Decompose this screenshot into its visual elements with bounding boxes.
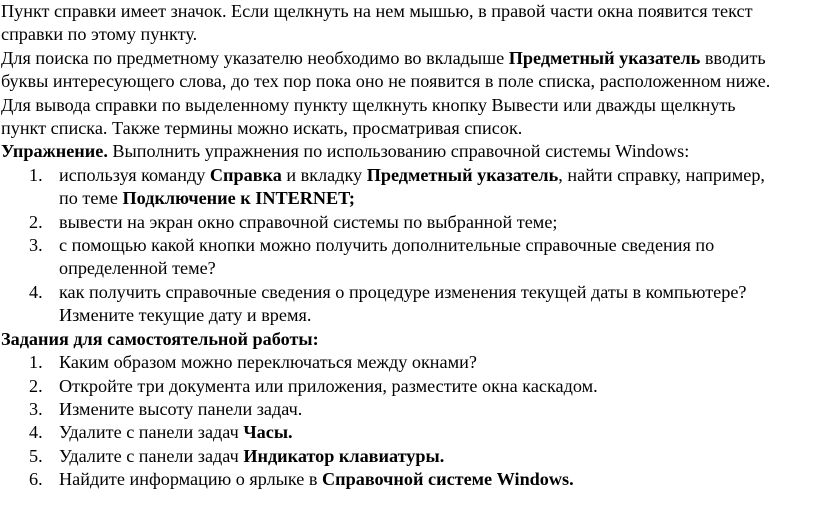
list-number: 2. bbox=[29, 211, 43, 232]
list-item bbox=[1, 468, 816, 491]
tasks-list bbox=[1, 351, 816, 491]
list-number: 1. bbox=[29, 352, 43, 373]
list-line: Каким образом можно переключаться между окнами? bbox=[59, 352, 477, 373]
list-item bbox=[1, 164, 816, 211]
tasks-heading-label: Задания для самостоятельной работы: bbox=[1, 328, 319, 349]
list-item bbox=[1, 234, 816, 281]
bold-term: Предметный указатель bbox=[366, 164, 559, 185]
text-run: , найти справку, например, bbox=[558, 164, 765, 185]
list-number: 3. bbox=[29, 398, 43, 419]
bold-term: Подключение к INTERNET; bbox=[122, 188, 355, 209]
list-line bbox=[59, 468, 816, 491]
text-run: используя команду bbox=[59, 164, 210, 185]
list-line bbox=[59, 421, 816, 444]
intro-line: Пункт справки имеет значок. Если щелкнуть на нем мышью, в правой части окна появится текст bbox=[1, 1, 753, 21]
intro-line: пункт списка. Также термины можно искать, просматривая список. bbox=[1, 118, 523, 139]
list-line bbox=[59, 187, 816, 210]
text-run: Удалите с панели задач bbox=[59, 445, 244, 466]
text-run: Выполнить упражнения по использованию справочной системы Windows: bbox=[107, 141, 690, 162]
exercise-heading-label: Упражнение. bbox=[1, 141, 108, 162]
text-run: Для поиска по предметному указателю необходимо во вкладыше bbox=[1, 47, 509, 68]
text-run: по теме bbox=[59, 188, 123, 209]
bold-term: Индикатор клавиатуры. bbox=[243, 445, 445, 466]
list-number: 2. bbox=[29, 375, 43, 396]
list-item bbox=[1, 375, 816, 398]
list-line: вывести на экран окно справочной системы по выбранной теме; bbox=[59, 211, 558, 232]
bold-term: Справка bbox=[209, 164, 282, 185]
text-run: и вкладку bbox=[281, 164, 367, 185]
list-number: 1. bbox=[29, 164, 43, 185]
list-item bbox=[1, 351, 816, 374]
text-run: вводить bbox=[700, 47, 766, 68]
list-line: Откройте три документа или приложения, разместите окна каскадом. bbox=[59, 375, 598, 396]
intro-line: Для вывода справки по выделенному пункту щелкнуть кнопку Вывести или дважды щелкнуть bbox=[1, 94, 736, 115]
list-line: с помощью какой кнопки можно получить дополнительные справочные сведения по bbox=[59, 235, 715, 256]
text-run: Найдите информацию о ярлыке в bbox=[59, 469, 323, 490]
list-line: как получить справочные сведения о процедуре изменения текущей даты в компьютере? bbox=[59, 281, 747, 302]
list-item bbox=[1, 281, 816, 328]
list-line bbox=[59, 164, 816, 187]
intro-line: буквы интересующего слова, до тех пор пока оно не появится в поле списка, расположенном ниже. bbox=[1, 71, 771, 92]
text-run: Удалите с панели задач bbox=[59, 422, 244, 443]
list-item bbox=[1, 445, 816, 468]
tasks-heading bbox=[1, 328, 816, 351]
bold-term: Справочной системе Windows. bbox=[322, 469, 574, 490]
list-line: определенной теме? bbox=[59, 258, 216, 279]
list-number: 3. bbox=[29, 235, 43, 256]
list-number: 4. bbox=[29, 281, 43, 302]
intro-line: справки по этому пункту. bbox=[1, 24, 198, 45]
bold-term: Предметный указатель bbox=[508, 47, 701, 68]
list-item bbox=[1, 211, 816, 234]
list-number: 6. bbox=[29, 469, 43, 490]
intro-line bbox=[1, 47, 816, 70]
bold-term: Часы. bbox=[243, 422, 293, 443]
list-line: Измените высоту панели задач. bbox=[59, 398, 303, 419]
list-line bbox=[59, 445, 816, 468]
list-number: 5. bbox=[29, 445, 43, 466]
list-number: 4. bbox=[29, 422, 43, 443]
list-item bbox=[1, 421, 816, 444]
list-line: Измените текущие дату и время. bbox=[59, 305, 312, 326]
list-item bbox=[1, 398, 816, 421]
exercise-list bbox=[1, 164, 816, 328]
exercise-heading bbox=[1, 140, 816, 163]
